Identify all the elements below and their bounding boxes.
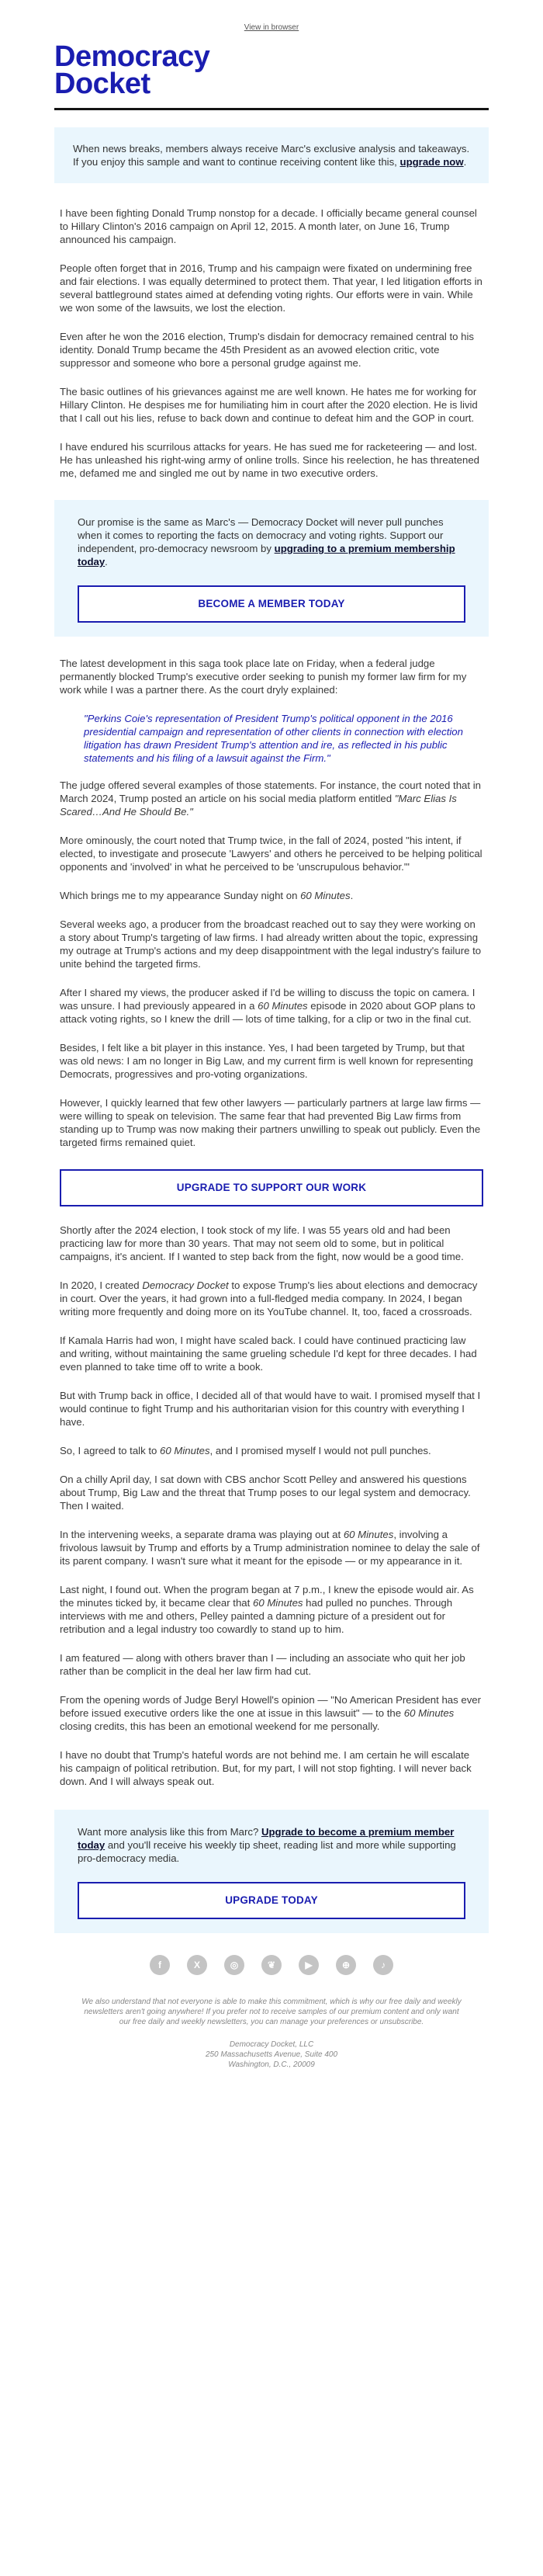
- paragraph: I have endured his scurrilous attacks for years. He has sued me for racketeering — and lost. He has unleashed his right-wing army of online trolls. Since his reelection, he has threatened me, defamed me and singled me out by name in two executive orders.: [60, 441, 479, 479]
- tiktok-icon[interactable]: ♪: [373, 1955, 393, 1975]
- footer-note: We also understand that not everyone is able to make this commitment, which is why our free daily and weekly newsletters aren't going anywhere! If you prefer not to receive samples of our premium content and only want our free daily and weekly newsletters, you can manage your preferences or unsubscribe.: [81, 1997, 462, 2026]
- paragraph: Several weeks ago, a producer from the broadcast reached out to say they were working on a story about Trump's targeting of law firms. I had already written about the topic, expressing my outrage at Trump's actions and my deep disappointment with the legal industry's failure to unite behind the targeted firms.: [60, 918, 482, 970]
- website-icon[interactable]: ⊕: [336, 1955, 356, 1975]
- email-container: [54, 0, 489, 2070]
- become-member-button[interactable]: BECOME A MEMBER TODAY: [78, 585, 465, 623]
- article-part-1: [54, 207, 489, 480]
- intro-callout: When news breaks, members always receive Marc's exclusive analysis and takeaways. If you enjoy this sample and want to continue receiving content like this, upgrade now.: [54, 127, 489, 183]
- facebook-icon[interactable]: f: [150, 1955, 170, 1975]
- paragraph: The basic outlines of his grievances against me are well known. He hates me for working for Hillary Clinton. He despises me for humiliating him in court after the 2020 election. He is livid that I call out his lies, refuse to back down and continue to defeat him and the GOP in court.: [60, 386, 478, 424]
- democracy-docket-logo[interactable]: [54, 40, 489, 104]
- upgrade-today-button[interactable]: UPGRADE TODAY: [78, 1882, 465, 1919]
- instagram-icon[interactable]: ◎: [224, 1955, 244, 1975]
- logo-line1: Democracy: [54, 40, 210, 73]
- paragraph: Which brings me to my appearance Sunday night on 60 Minutes.: [60, 889, 354, 901]
- promo-text: Our promise is the same as Marc's — Democracy Docket will never pull punches when it comes to reporting the facts on democracy and voting rights. Support our independent, pro-democracy newsroom by upgrading to a premium membership today.: [78, 516, 455, 568]
- promo-text: Want more analysis like this from Marc? Upgrade to become a premium member today and you'll receive his weekly tip sheet, reading list and more while supporting pro-democracy media.: [78, 1825, 456, 1864]
- paragraph: Shortly after the 2024 election, I took stock of my life. I was 55 years old and had been practicing law for more than 30 years. That may not seem old to some, but in political campaigns, it's ancient. If I wanted to step back from the fight, now would be a good time.: [60, 1224, 464, 1262]
- view-in-browser-link[interactable]: View in browser: [244, 23, 299, 32]
- header-divider: [54, 108, 489, 110]
- paragraph: The judge offered several examples of those statements. For instance, the court noted that in March 2024, Trump posted an article on his social media platform entitled "Marc Elias Is Scared…And He Should Be.": [60, 779, 481, 818]
- paragraph: In the intervening weeks, a separate drama was playing out at 60 Minutes, involving a frivolous lawsuit by Trump and efforts by a Trump administration nominee to delay the sale of its parent company. I wasn't sure what it meant for the episode — or my appearance in it.: [60, 1528, 480, 1567]
- social-links: [54, 1955, 489, 1986]
- intro-callout-text: When news breaks, members always receive Marc's exclusive analysis and takeaways. If you enjoy this sample and want to continue receiving content like this,: [73, 143, 470, 168]
- company-name: Democracy Docket, LLC: [229, 2040, 314, 2049]
- article-part-2: [54, 657, 489, 696]
- paragraph: However, I quickly learned that few other lawyers — particularly partners at large law firms — were willing to speak on television. The same fear that had prevented Big Law firms from standing up to Trump was now making their partners unwilling to speak out publicly. Even the targeted firms remained quiet.: [60, 1096, 481, 1148]
- membership-promo: [54, 500, 489, 637]
- paragraph: If Kamala Harris had won, I might have scaled back. I could have continued practicing law and writing, without maintaining the same grueling schedule I'd kept for three decades. I had even planned to take time off to write a book.: [60, 1334, 477, 1373]
- topbar: [54, 0, 489, 34]
- paragraph: More ominously, the court noted that Trump twice, in the fall of 2024, posted "his intent, if elected, to investigate and prosecute 'Lawyers' and others he perceived to be helping political opponents and 'involved' in what he perceived to be 'unscrupulous behavior.'": [60, 834, 482, 873]
- x-icon[interactable]: X: [187, 1955, 207, 1975]
- address-line1: 250 Massachusetts Avenue, Suite 400: [205, 2050, 338, 2059]
- upgrade-premium-link[interactable]: upgrading to a premium membership today: [78, 543, 455, 568]
- paragraph: In 2020, I created Democracy Docket to expose Trump's lies about elections and democracy in court. Over the years, it had grown into a full-fledged media company. In 2024, I began writing more frequently and doing more on its YouTube channel. It, too, faced a crossroads.: [60, 1279, 478, 1318]
- paragraph: So, I agreed to talk to 60 Minutes, and I promised myself I would not pull punches.: [60, 1444, 431, 1456]
- footer-address: [54, 2040, 489, 2070]
- logo-line2: Docket: [54, 68, 150, 100]
- paragraph: I am featured — along with others braver than I — including an associate who quit her job rather than be complicit in the deal her law firm had cut.: [60, 1651, 465, 1677]
- paragraph: Last night, I found out. When the program began at 7 p.m., I knew the episode would air. As the minutes ticked by, it became clear that 60 Minutes had pulled no punches. Through interviews with me and others, Pelley painted a damning picture of a president out for retribution and a legal industry too cowardly to stand up to him.: [60, 1583, 474, 1635]
- become-premium-link[interactable]: Upgrade to become a premium member today: [78, 1825, 455, 1851]
- upgrade-support-button[interactable]: UPGRADE TO SUPPORT OUR WORK: [60, 1169, 483, 1206]
- upgrade-now-link[interactable]: upgrade now: [399, 156, 464, 168]
- paragraph: The latest development in this saga took place late on Friday, when a federal judge permanently blocked Trump's executive order seeking to punish my former law firm for my work while I was a partner there. As the court dryly explained:: [60, 657, 467, 696]
- premium-promo: [54, 1810, 489, 1933]
- bluesky-icon[interactable]: ❦: [261, 1955, 282, 1975]
- paragraph: Besides, I felt like a bit player in this instance. Yes, I had been targeted by Trump, but that was old news: I am no longer in Big Law, and my current firm is well known for representing Democrats, progressives and pro-voting organizations.: [60, 1041, 473, 1080]
- paragraph: I have no doubt that Trump's hateful words are not behind me. I am certain he will escalate his campaign of political retribution. But, for my part, I will not stop fighting. I will never back down. And I will always speak out.: [60, 1748, 472, 1787]
- article-part-3: [54, 1224, 489, 1788]
- paragraph: From the opening words of Judge Beryl Howell's opinion — "No American President has ever before issued executive orders like the one at issue in this lawsuit" — to the 60 Minutes closing credits, this has been an emotional weekend for me personally.: [60, 1693, 482, 1732]
- paragraph: On a chilly April day, I sat down with CBS anchor Scott Pelley and answered his questions about Trump, Big Law and the threat that Trump poses to our legal system and democracy. Then I waited.: [60, 1473, 471, 1512]
- youtube-icon[interactable]: ▶: [299, 1955, 319, 1975]
- address-line2: Washington, D.C., 20009: [228, 2060, 315, 2069]
- paragraph: People often forget that in 2016, Trump and his campaign were fixated on undermining free and fair elections. I was equally determined to protect them. That year, I led litigation efforts in several battleground states aimed at defending voting rights. Our efforts were in vain. While we won some of the lawsuits, we lost the election.: [60, 262, 482, 314]
- article-part-2b: [54, 779, 489, 1149]
- court-quote: "Perkins Coie's representation of President Trump's political opponent in the 2016 presidential campaign and representation of other clients in connection with election litigation has drawn President Trump's attention and ire, as reflected in his public statements and his filing of a lawsuit against the Firm.": [84, 712, 463, 764]
- paragraph: I have been fighting Donald Trump nonstop for a decade. I officially became general counsel to Hillary Clinton's 2016 campaign on April 12, 2015. A month later, on June 16, Trump announced his campaign.: [60, 207, 477, 245]
- paragraph: After I shared my views, the producer asked if I'd be willing to discuss the topic on camera. I was unsure. I had previously appeared in a 60 Minutes episode in 2020 about GOP plans to attack voting rights, so I knew the drill — lots of time talking, for a clip or two in the final cut.: [60, 986, 476, 1025]
- paragraph: But with Trump back in office, I decided all of that would have to wait. I promised myself that I would continue to fight Trump and his authoritarian vision for this country with everything I have.: [60, 1389, 481, 1428]
- paragraph: Even after he won the 2016 election, Trump's disdain for democracy remained central to his identity. Donald Trump became the 45th President as an avowed election critic, vote suppressor and someone who bore a personal grudge against me.: [60, 331, 474, 369]
